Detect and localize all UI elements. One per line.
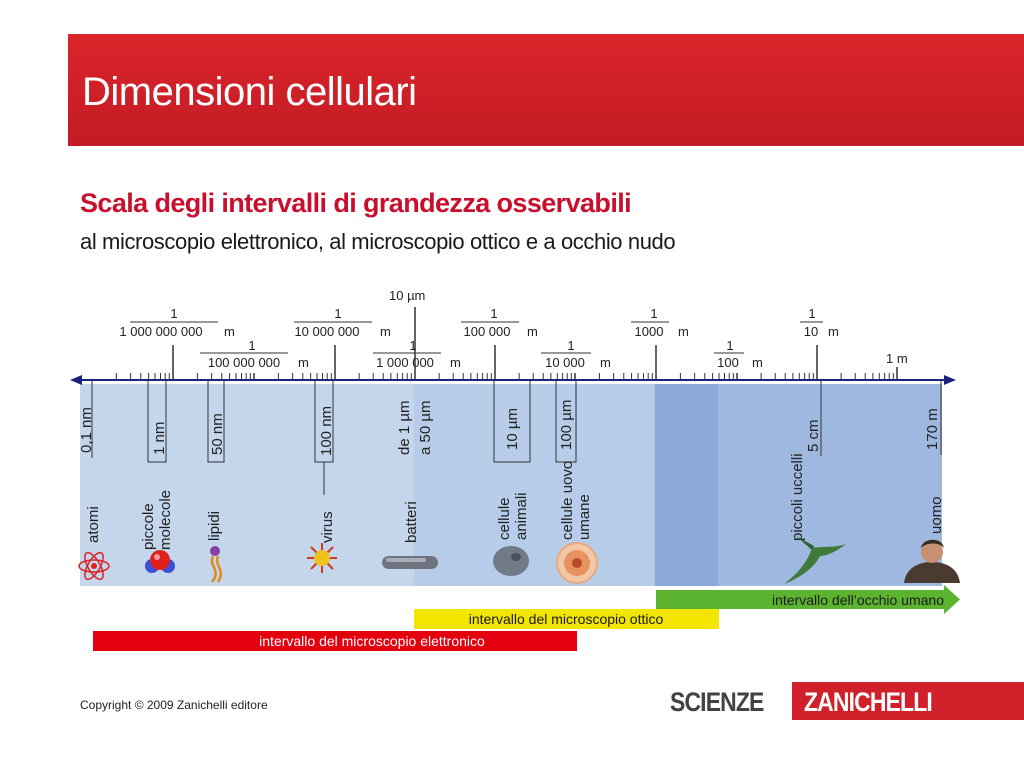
fraction-den: 10 bbox=[803, 324, 819, 339]
fraction-num: 1 bbox=[726, 338, 734, 353]
fraction-unit: m bbox=[298, 355, 309, 370]
fraction-num: 1 bbox=[170, 306, 178, 321]
subheading: al microscopio elettronico, al microscopio ottico e a occhio nudo bbox=[80, 229, 676, 254]
size-label: de 1 µm bbox=[396, 400, 413, 455]
size-label: 100 nm bbox=[318, 405, 335, 456]
fraction-unit: m bbox=[450, 355, 461, 370]
object-label: cellule bbox=[496, 497, 513, 540]
optical-eye-overlap-region bbox=[655, 384, 718, 586]
fraction-den: 10 000 000 bbox=[294, 324, 360, 339]
publisher-logo bbox=[670, 682, 1024, 720]
logo-zanichelli: ZANICHELLI bbox=[804, 687, 932, 717]
object-label: umane bbox=[576, 494, 593, 540]
logo-zanichelli-box bbox=[792, 682, 1024, 720]
size-label: 100 µm bbox=[558, 399, 575, 450]
size-label: a 50 µm bbox=[417, 400, 434, 455]
object-label: lipidi bbox=[206, 510, 223, 541]
size-label: 0,1 nm bbox=[78, 407, 95, 453]
size-label: 1 nm bbox=[151, 421, 168, 455]
object-label: piccole bbox=[140, 503, 157, 550]
bacterium-illustration bbox=[382, 556, 438, 569]
optical-range-label: intervallo del microscopio ottico bbox=[468, 611, 664, 627]
animal-cell-illustration bbox=[493, 546, 529, 576]
object-label: batteri bbox=[403, 501, 420, 543]
egg-cell-illustration bbox=[557, 543, 597, 583]
fraction-num: 1 bbox=[650, 306, 658, 321]
fraction-unit: m bbox=[828, 324, 839, 339]
object-label: virus bbox=[319, 511, 336, 543]
fraction-num: 1 bbox=[334, 306, 342, 321]
eye-range-label: intervallo dell’occhio umano bbox=[772, 592, 944, 608]
eye-region bbox=[718, 384, 942, 586]
copyright: Copyright © 2009 Zanichelli editore bbox=[80, 698, 268, 712]
fraction-den: 100 000 000 bbox=[207, 355, 281, 370]
fraction-labels bbox=[119, 306, 907, 370]
fraction-unit: 1 m bbox=[886, 351, 908, 366]
axis-arrow-right bbox=[944, 375, 956, 385]
object-label: cellule uovo bbox=[559, 460, 576, 540]
object-label: uomo bbox=[928, 496, 945, 534]
fraction-den: 1000 bbox=[634, 324, 664, 339]
axis-arrow-left bbox=[70, 375, 82, 385]
scale-diagram bbox=[0, 280, 1024, 660]
slide-title: Dimensioni cellulari bbox=[82, 70, 417, 114]
fraction-unit: m bbox=[380, 324, 391, 339]
object-label: atomi bbox=[85, 506, 102, 543]
virus-illustration bbox=[307, 543, 337, 573]
optical-region bbox=[414, 384, 655, 586]
optical-range-bar bbox=[414, 609, 719, 629]
title-banner bbox=[68, 34, 1024, 146]
object-label: animali bbox=[513, 492, 530, 540]
fraction-den: 100 000 bbox=[463, 324, 511, 339]
fraction-den: 100 bbox=[717, 355, 739, 370]
minor-ticks bbox=[116, 373, 893, 380]
fraction-unit: m bbox=[752, 355, 763, 370]
fraction-unit: m bbox=[527, 324, 538, 339]
object-label: piccoli uccelli bbox=[789, 453, 806, 541]
decade-marks bbox=[173, 307, 897, 380]
fraction-den: 1 000 000 bbox=[376, 355, 434, 370]
heading: Scala degli intervalli di grandezza osservabili bbox=[80, 188, 632, 218]
top-label: 10 µm bbox=[389, 288, 426, 303]
size-label: 170 m bbox=[924, 408, 941, 450]
fraction-num: 1 bbox=[567, 338, 575, 353]
fraction-den: 1 000 000 000 bbox=[119, 324, 203, 339]
size-label: 10 µm bbox=[504, 408, 521, 450]
logo-scienze: SCIENZE bbox=[670, 687, 764, 717]
object-label: molecole bbox=[157, 489, 174, 550]
fraction-num: 1 bbox=[490, 306, 498, 321]
fraction-num: 1 bbox=[248, 338, 256, 353]
fraction-unit: m bbox=[224, 324, 235, 339]
electron-range-bar bbox=[93, 631, 577, 651]
fraction-num: 1 bbox=[808, 306, 816, 321]
electron-range-label: intervallo del microscopio elettronico bbox=[259, 633, 485, 649]
size-label: 50 nm bbox=[209, 413, 226, 455]
fraction-num: 1 bbox=[409, 338, 417, 353]
electron-region bbox=[80, 384, 414, 586]
fraction-unit: m bbox=[600, 355, 611, 370]
fraction-unit: m bbox=[678, 324, 689, 339]
size-label: 5 cm bbox=[805, 419, 822, 452]
fraction-den: 10 000 bbox=[545, 355, 585, 370]
